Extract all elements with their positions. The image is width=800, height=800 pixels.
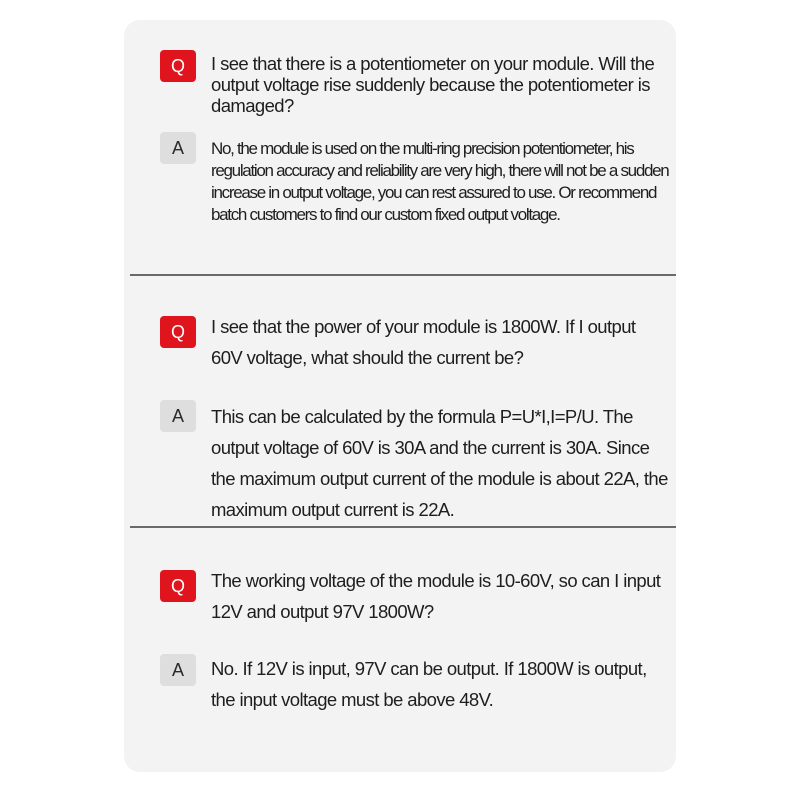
faq-card bbox=[124, 20, 676, 772]
answer-badge: A bbox=[160, 400, 196, 432]
answer-text: No. If 12V is input, 97V can be output. If 1800W is output, the input voltage must be above 48V. bbox=[211, 658, 647, 710]
question-badge: Q bbox=[160, 50, 196, 82]
question-text: I see that the power of your module is 1800W. If I output 60V voltage, what should the current be? bbox=[211, 316, 636, 368]
divider bbox=[130, 274, 676, 276]
divider bbox=[130, 526, 676, 528]
question-badge: Q bbox=[160, 570, 196, 602]
answer-text: This can be calculated by the formula P=U*I,I=P/U. The output voltage of 60V is 30A and the current is 30A. Since the maximum output current of the module is about 22A, the maximum output current is 22A. bbox=[211, 406, 668, 520]
answer-badge: A bbox=[160, 132, 196, 164]
question-text: The working voltage of the module is 10-60V, so can I input 12V and output 97V 1800W? bbox=[211, 570, 661, 622]
question-badge: Q bbox=[160, 316, 196, 348]
question-text: I see that there is a potentiometer on your module. Will the output voltage rise suddenly because the potentiometer is damaged? bbox=[211, 53, 655, 116]
answer-text: No, the module is used on the multi-ring precision potentiometer, his regulation accuracy and reliability are very high, there will not be a sudden increase in output voltage, you can rest assured to use. Or recommend batch customers to find our custom fixed output voltage. bbox=[211, 139, 669, 224]
answer-badge: A bbox=[160, 654, 196, 686]
